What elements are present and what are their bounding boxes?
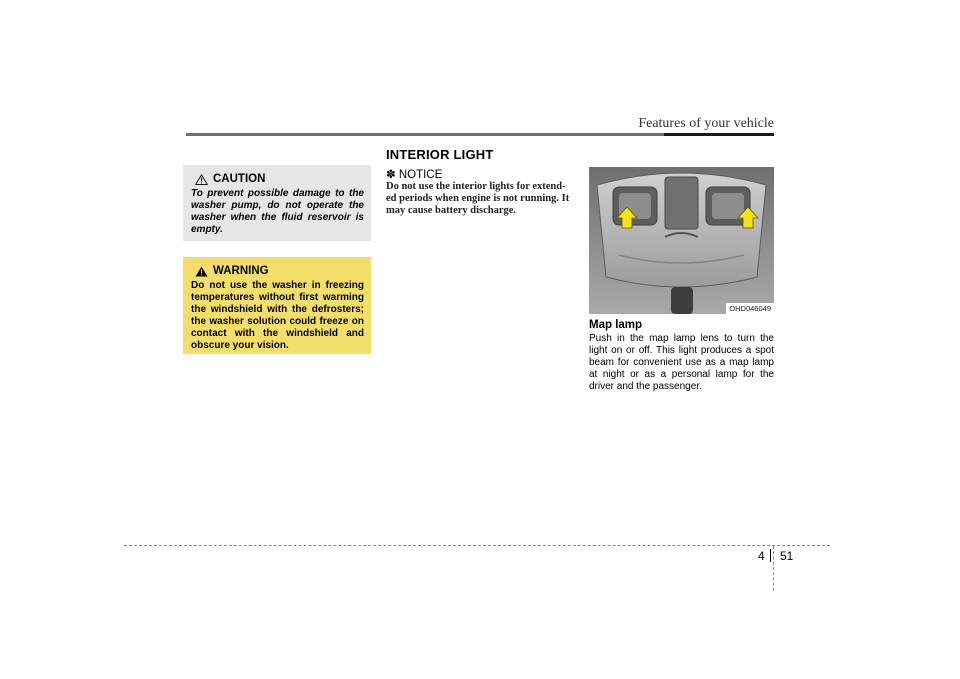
- chapter-number: 4: [758, 549, 765, 563]
- caution-title-row: [195, 173, 364, 185]
- caution-text: To prevent possible damage to the washer pump, do not operate the washer when the fluid reservoir is empty.: [191, 188, 364, 235]
- map-lamp-heading: Map lamp: [589, 319, 643, 331]
- header-rule: [186, 133, 774, 136]
- map-lamp-photo: [589, 167, 774, 314]
- warning-title: WARNING: [213, 265, 269, 277]
- warning-text: Do not use the washer in freezing temperatures without first warming the windshield with the defrosters; the washer solution could freeze on contact with the windshield and obscure your vision.: [191, 280, 364, 351]
- page-header-title: Features of your vehicle: [638, 116, 774, 131]
- footer-dashed-rule: [124, 545, 830, 546]
- warning-box: [183, 257, 371, 354]
- page-number: 51: [780, 549, 794, 563]
- map-lamp-illustration: [589, 167, 774, 314]
- map-lamp-text: Push in the map lamp lens to turn the light on or off. This light produces a spot beam for convenient use as a map lamp at night or as a personal lamp for the driver and the passenger.: [589, 333, 774, 392]
- notice-title: ✽ NOTICE: [386, 169, 443, 181]
- page-number-divider: [770, 549, 771, 562]
- footer-vertical-rule: [773, 546, 774, 591]
- caution-box: [183, 165, 371, 241]
- caution-triangle-icon: [195, 174, 208, 185]
- caution-title: CAUTION: [213, 173, 266, 185]
- warning-triangle-icon: [195, 266, 208, 277]
- notice-text: Do not use the interior lights for extend-ed periods when engine is not running. It may cause battery discharge.: [386, 181, 570, 216]
- warning-title-row: [195, 265, 364, 277]
- section-heading: INTERIOR LIGHT: [386, 147, 494, 162]
- photo-caption: OHD046049: [726, 303, 774, 314]
